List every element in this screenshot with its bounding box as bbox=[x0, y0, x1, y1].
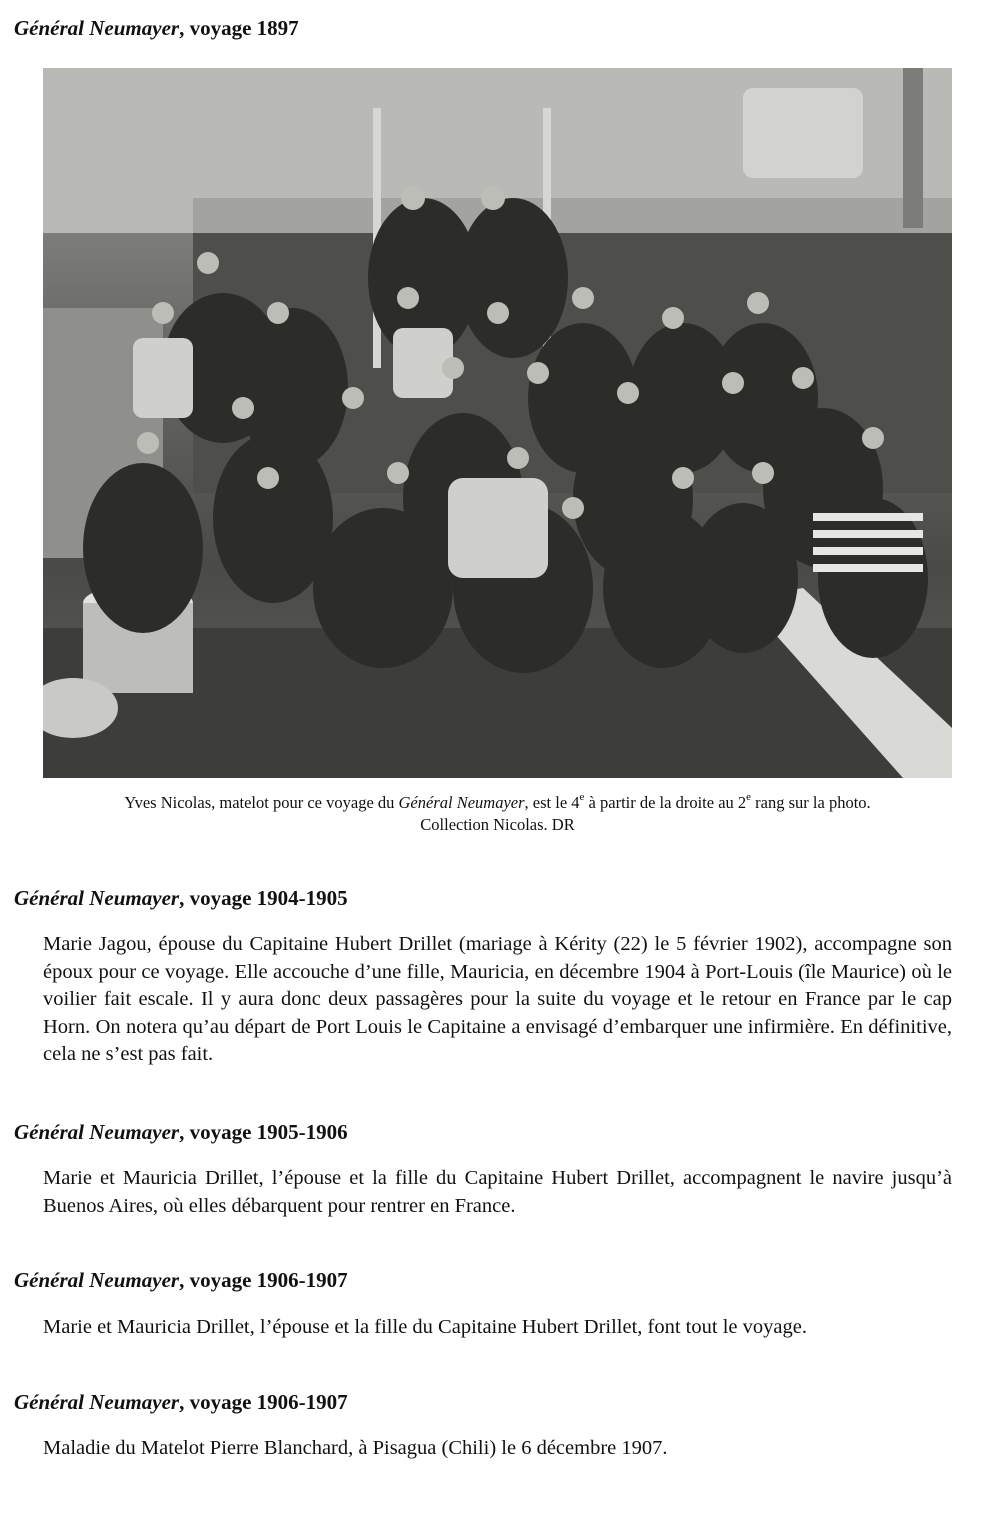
photo-caption bbox=[43, 792, 952, 836]
voyage-label: , voyage 1906-1907 bbox=[179, 1390, 348, 1414]
caption-superscript-2: e bbox=[746, 790, 752, 803]
section-text-1904-1905: Marie Jagou, épouse du Capitaine Hubert Drillet (mariage à Kérity (22) le 5 février 1902), accompagne son époux pour ce voyage. Elle accouche d’une fille, Mauricia, en décembre 1904 à Port-Louis (île Maurice) où le voilier fait escale. Il y aura donc deux passagères pour la suite du voyage et le retour en France par le cap Horn. On notera qu’au départ de Port Louis le Capitaine a envisagé d’embarquer une infirmière. En définitive, cela ne s’est pas fait. bbox=[43, 933, 952, 1065]
caption-superscript-1: e bbox=[579, 790, 585, 803]
ship-name: Général Neumayer bbox=[14, 1120, 180, 1144]
section-heading-1906-1907-b bbox=[14, 1390, 348, 1415]
ship-name: Général Neumayer bbox=[14, 16, 180, 40]
section-heading-1906-1907-a bbox=[14, 1268, 348, 1293]
ship-name: Général Neumayer bbox=[14, 886, 180, 910]
section-text-1905-1906: Marie et Mauricia Drillet, l’épouse et la fille du Capitaine Hubert Drillet, accompagnent le navire jusqu’à Buenos Aires, où elles débarquent pour rentrer en France. bbox=[43, 1167, 952, 1217]
section-heading-1897 bbox=[14, 16, 299, 41]
caption-credit: Collection Nicolas. DR bbox=[420, 815, 575, 834]
caption-text-3: à partir de la droite au 2 bbox=[584, 793, 747, 812]
voyage-label: , voyage 1897 bbox=[179, 16, 299, 40]
crew-photograph-drawing bbox=[43, 68, 952, 778]
crew-photograph bbox=[43, 68, 952, 778]
section-text-1906-1907-b: Maladie du Matelot Pierre Blanchard, à Pisagua (Chili) le 6 décembre 1907. bbox=[43, 1437, 668, 1459]
ship-name: Général Neumayer bbox=[14, 1268, 180, 1292]
caption-text-1: Yves Nicolas, matelot pour ce voyage du bbox=[124, 793, 399, 812]
voyage-label: , voyage 1906-1907 bbox=[179, 1268, 348, 1292]
voyage-label: , voyage 1904-1905 bbox=[179, 886, 348, 910]
caption-ship-name: Général Neumayer bbox=[398, 793, 525, 812]
ship-name: Général Neumayer bbox=[14, 1390, 180, 1414]
section-text-1906-1907-a: Marie et Mauricia Drillet, l’épouse et la fille du Capitaine Hubert Drillet, font tout le voyage. bbox=[43, 1316, 807, 1338]
caption-text-4: rang sur la photo. bbox=[751, 793, 871, 812]
section-heading-1904-1905 bbox=[14, 886, 348, 911]
caption-text-2: , est le 4 bbox=[524, 793, 580, 812]
voyage-label: , voyage 1905-1906 bbox=[179, 1120, 348, 1144]
section-heading-1905-1906 bbox=[14, 1120, 348, 1145]
